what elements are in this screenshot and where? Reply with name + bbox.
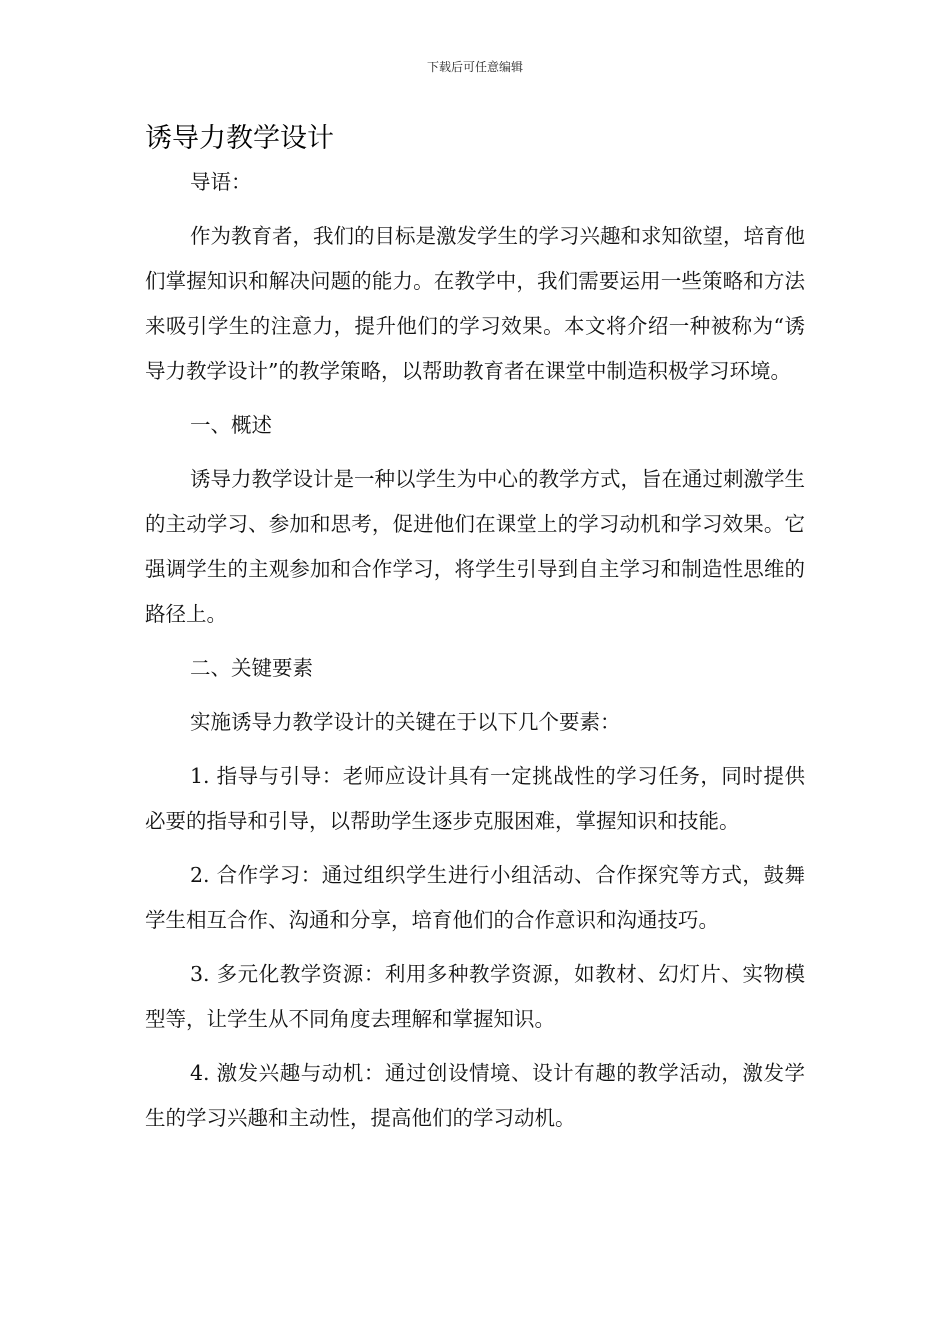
intro-heading: 导语： <box>190 170 252 194</box>
key-elements-intro: 实施诱导力教学设计的关键在于以下几个要素： <box>190 710 621 734</box>
list-item-cooperative-learning: 2. 合作学习：通过组织学生进行小组活动、合作探究等方式，鼓舞学生相互合作、沟通和分享，培育他们的合作意识和沟通技巧。 <box>145 863 805 932</box>
overview-paragraph: 诱导力教学设计是一种以学生为中心的教学方式，旨在通过刺激学生的主动学习、参加和思考，促进他们在课堂上的学习动机和学习效果。它强调学生的主观参加和合作学习，将学生引导到自主学习和制造性思维的路径上。 <box>145 467 805 626</box>
list-item-diverse-resources: 3. 多元化教学资源：利用多种教学资源，如教材、幻灯片、实物模型等，让学生从不同角度去理解和掌握知识。 <box>145 962 805 1031</box>
list-item-guidance: 1. 指导与引导：老师应设计具有一定挑战性的学习任务，同时提供必要的指导和引导，以帮助学生逐步克服困难，掌握知识和技能。 <box>145 764 805 833</box>
document-title: 诱导力教学设计 <box>145 123 334 154</box>
header-note: 下载后可任意编辑 <box>426 60 523 74</box>
section-heading-overview: 一、概述 <box>190 413 272 437</box>
intro-paragraph: 作为教育者，我们的目标是激发学生的学习兴趣和求知欲望，培育他们掌握知识和解决问题的能力。在教学中，我们需要运用一些策略和方法来吸引学生的注意力，提升他们的学习效果。本文将介绍一种被称为“诱导力教学设计”的教学策略，以帮助教育者在课堂中制造积极学习环境。 <box>145 224 805 383</box>
list-item-motivation: 4. 激发兴趣与动机：通过创设情境、设计有趣的教学活动，激发学生的学习兴趣和主动性，提高他们的学习动机。 <box>145 1061 805 1130</box>
document-body <box>145 160 805 1150</box>
section-heading-key-elements: 二、关键要素 <box>190 656 313 680</box>
